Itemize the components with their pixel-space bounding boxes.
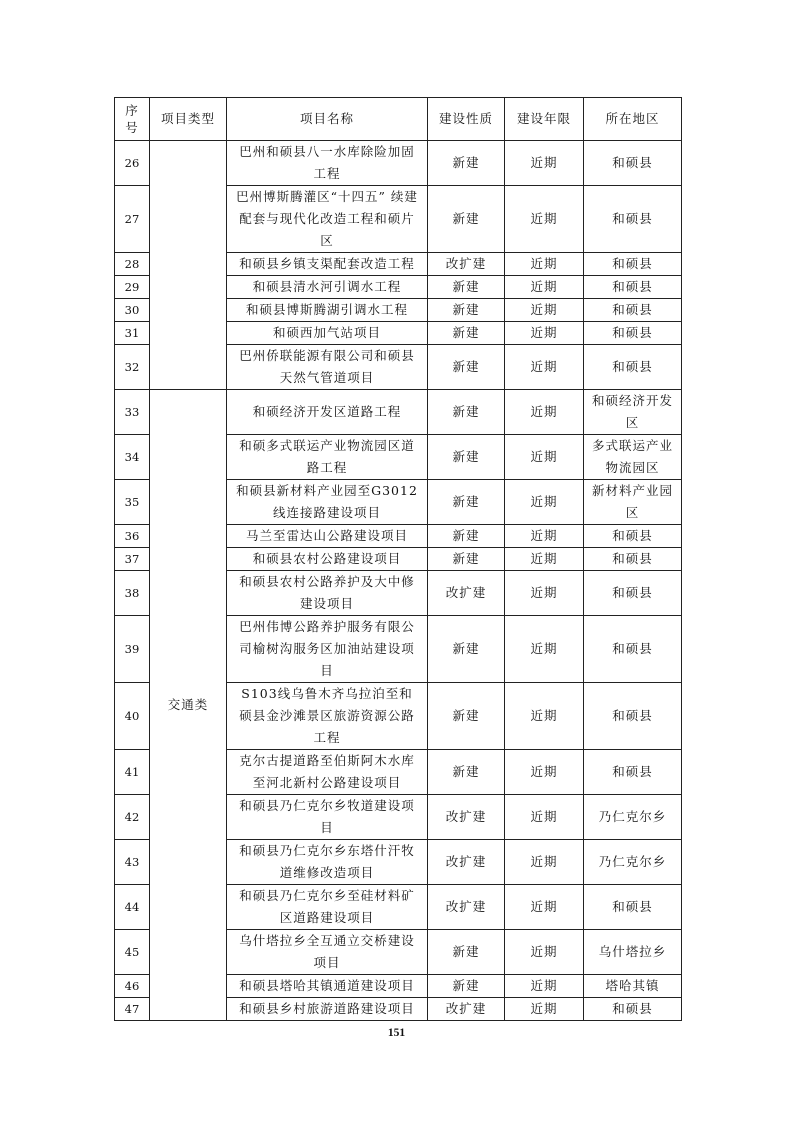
row-index: 30: [115, 299, 150, 322]
project-name: 巴州和硕县八一水库除险加固工程: [227, 141, 428, 186]
location: 乌什塔拉乡: [584, 930, 682, 975]
location: 和硕县: [584, 998, 682, 1021]
construction-period: 近期: [505, 390, 584, 435]
project-type-cell: 交通类: [150, 390, 227, 1021]
row-index: 26: [115, 141, 150, 186]
location: 和硕县: [584, 186, 682, 253]
row-index: 40: [115, 683, 150, 750]
construction-period: 近期: [505, 299, 584, 322]
construction-period: 近期: [505, 253, 584, 276]
project-name: S103线乌鲁木齐乌拉泊至和硕县金沙滩景区旅游资源公路工程: [227, 683, 428, 750]
project-name: 和硕西加气站项目: [227, 322, 428, 345]
row-index: 27: [115, 186, 150, 253]
row-index: 42: [115, 795, 150, 840]
location: 和硕县: [584, 141, 682, 186]
construction-nature: 新建: [428, 683, 505, 750]
location: 和硕经济开发区: [584, 390, 682, 435]
project-name: 和硕县新材料产业园至G3012线连接路建设项目: [227, 480, 428, 525]
construction-period: 近期: [505, 525, 584, 548]
construction-nature: 改扩建: [428, 253, 505, 276]
construction-period: 近期: [505, 930, 584, 975]
construction-period: 近期: [505, 435, 584, 480]
project-name: 和硕县塔哈其镇通道建设项目: [227, 975, 428, 998]
row-index: 36: [115, 525, 150, 548]
project-name: 和硕经济开发区道路工程: [227, 390, 428, 435]
construction-nature: 新建: [428, 322, 505, 345]
row-index: 31: [115, 322, 150, 345]
row-index: 47: [115, 998, 150, 1021]
construction-period: 近期: [505, 683, 584, 750]
location: 和硕县: [584, 253, 682, 276]
construction-nature: 新建: [428, 435, 505, 480]
project-name: 和硕县博斯腾湖引调水工程: [227, 299, 428, 322]
construction-period: 近期: [505, 795, 584, 840]
page-number: 151: [387, 1027, 406, 1039]
project-name: 和硕县乃仁克尔乡至硅材料矿区道路建设项目: [227, 885, 428, 930]
header-location: 所在地区: [584, 98, 682, 141]
row-index: 32: [115, 345, 150, 390]
location: 和硕县: [584, 750, 682, 795]
table-row: [115, 390, 682, 435]
construction-period: 近期: [505, 480, 584, 525]
construction-period: 近期: [505, 571, 584, 616]
project-name: 和硕县乃仁克尔乡东塔什汗牧道维修改造项目: [227, 840, 428, 885]
row-index: 39: [115, 616, 150, 683]
project-name: 和硕县乃仁克尔乡牧道建设项目: [227, 795, 428, 840]
location: 和硕县: [584, 299, 682, 322]
construction-period: 近期: [505, 616, 584, 683]
construction-nature: 新建: [428, 390, 505, 435]
row-index: 45: [115, 930, 150, 975]
construction-period: 近期: [505, 998, 584, 1021]
header-name: 项目名称: [227, 98, 428, 141]
construction-period: 近期: [505, 885, 584, 930]
construction-period: 近期: [505, 548, 584, 571]
location: 和硕县: [584, 525, 682, 548]
project-name: 和硕县农村公路建设项目: [227, 548, 428, 571]
project-name: 巴州伟博公路养护服务有限公司榆树沟服务区加油站建设项目: [227, 616, 428, 683]
table-row: [115, 141, 682, 186]
row-index: 29: [115, 276, 150, 299]
construction-nature: 新建: [428, 141, 505, 186]
location: 和硕县: [584, 276, 682, 299]
project-type-cell: [150, 141, 227, 390]
header-index: 序号: [115, 98, 150, 141]
row-index: 34: [115, 435, 150, 480]
row-index: 44: [115, 885, 150, 930]
construction-nature: 改扩建: [428, 885, 505, 930]
location: 乃仁克尔乡: [584, 795, 682, 840]
row-index: 43: [115, 840, 150, 885]
construction-nature: 新建: [428, 186, 505, 253]
construction-nature: 新建: [428, 276, 505, 299]
construction-nature: 新建: [428, 548, 505, 571]
construction-period: 近期: [505, 186, 584, 253]
location: 和硕县: [584, 616, 682, 683]
project-name: 和硕多式联运产业物流园区道路工程: [227, 435, 428, 480]
location: 和硕县: [584, 885, 682, 930]
project-name: 和硕县乡村旅游道路建设项目: [227, 998, 428, 1021]
location: 和硕县: [584, 571, 682, 616]
project-name: 和硕县农村公路养护及大中修建设项目: [227, 571, 428, 616]
row-index: 38: [115, 571, 150, 616]
construction-period: 近期: [505, 322, 584, 345]
project-name: 和硕县清水河引调水工程: [227, 276, 428, 299]
construction-period: 近期: [505, 141, 584, 186]
project-table: [114, 97, 682, 1021]
construction-period: 近期: [505, 345, 584, 390]
construction-nature: 改扩建: [428, 840, 505, 885]
construction-nature: 改扩建: [428, 998, 505, 1021]
construction-nature: 新建: [428, 299, 505, 322]
row-index: 33: [115, 390, 150, 435]
project-name: 和硕县乡镇支渠配套改造工程: [227, 253, 428, 276]
project-name: 克尔古提道路至伯斯阿木水库至河北新村公路建设项目: [227, 750, 428, 795]
project-name: 巴州侨联能源有限公司和硕县天然气管道项目: [227, 345, 428, 390]
construction-period: 近期: [505, 840, 584, 885]
construction-nature: 新建: [428, 480, 505, 525]
row-index: 41: [115, 750, 150, 795]
row-index: 35: [115, 480, 150, 525]
header-period: 建设年限: [505, 98, 584, 141]
header-type: 项目类型: [150, 98, 227, 141]
row-index: 46: [115, 975, 150, 998]
row-index: 37: [115, 548, 150, 571]
construction-nature: 新建: [428, 525, 505, 548]
location: 乃仁克尔乡: [584, 840, 682, 885]
project-name: 马兰至雷达山公路建设项目: [227, 525, 428, 548]
location: 多式联运产业物流园区: [584, 435, 682, 480]
construction-nature: 新建: [428, 750, 505, 795]
location: 和硕县: [584, 683, 682, 750]
location: 塔哈其镇: [584, 975, 682, 998]
location: 和硕县: [584, 548, 682, 571]
project-name: 巴州博斯腾灌区“十四五” 续建配套与现代化改造工程和硕片区: [227, 186, 428, 253]
location: 新材料产业园区: [584, 480, 682, 525]
construction-period: 近期: [505, 750, 584, 795]
project-name: 乌什塔拉乡全互通立交桥建设项目: [227, 930, 428, 975]
construction-period: 近期: [505, 276, 584, 299]
construction-nature: 新建: [428, 930, 505, 975]
table-body: [115, 141, 682, 1021]
row-index: 28: [115, 253, 150, 276]
construction-nature: 新建: [428, 975, 505, 998]
header-nature: 建设性质: [428, 98, 505, 141]
project-table-container: [114, 97, 681, 1021]
table-header-row: [115, 98, 682, 141]
location: 和硕县: [584, 322, 682, 345]
construction-nature: 改扩建: [428, 571, 505, 616]
construction-nature: 新建: [428, 616, 505, 683]
construction-nature: 新建: [428, 345, 505, 390]
construction-period: 近期: [505, 975, 584, 998]
construction-nature: 改扩建: [428, 795, 505, 840]
location: 和硕县: [584, 345, 682, 390]
